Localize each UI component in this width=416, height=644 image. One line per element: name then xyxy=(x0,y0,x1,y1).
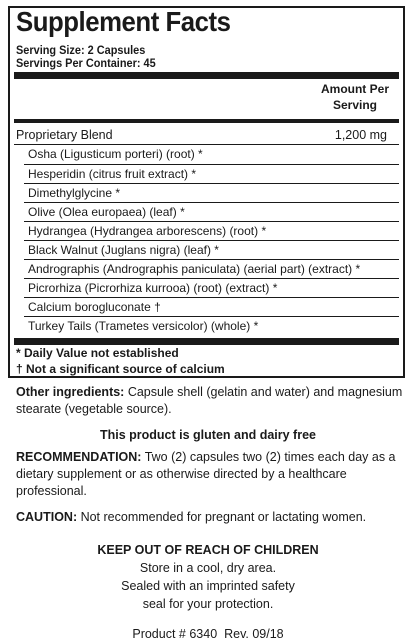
ingredient-row: Black Walnut (Juglans nigra) (leaf) * xyxy=(24,240,399,259)
servings-per-container: Servings Per Container: 45 xyxy=(16,58,156,70)
ingredient-row: Andrographis (Andrographis paniculata) (aerial part) (extract) * xyxy=(24,259,399,278)
other-ingredients-label: Other ingredients: xyxy=(16,385,125,399)
storage-line-1: Store in a cool, dry area. xyxy=(139,561,277,575)
storage-line-3: seal for your protection. xyxy=(142,597,274,611)
ingredient-row: Picrorhiza (Picrorhiza kurrooa) (root) (extract) * xyxy=(24,278,399,297)
ingredient-row: Hydrangea (Hydrangea arborescens) (root) * xyxy=(24,221,399,240)
footnote-daily-value: * Daily Value not established xyxy=(16,346,179,360)
ingredient-row: Calcium borogluconate † xyxy=(24,297,399,316)
serving-size: Serving Size: 2 Capsules xyxy=(16,45,146,57)
recommendation-text: Two (2) capsules two (2) times each day as a dietary supplement or as otherwise directed by a healthcare professional. xyxy=(16,450,396,498)
product-number: Product # 6340 Rev. 09/18 xyxy=(132,627,284,641)
amount-per-serving-header xyxy=(321,81,389,113)
caution-text: Not recommended for pregnant or lactating women. xyxy=(77,510,367,524)
blend-row xyxy=(16,126,395,144)
storage-line-2: Sealed with an imprinted safety xyxy=(121,579,295,593)
recommendation xyxy=(16,449,404,500)
ingredient-row: Hesperidin (citrus fruit extract) * xyxy=(24,164,399,183)
panel-title: Supplement Facts xyxy=(16,6,231,37)
other-ingredients-text: Capsule shell (gelatin and water) and magnesium stearate (vegetable source). xyxy=(16,385,403,416)
column-header-divider xyxy=(14,119,399,123)
supplement-facts-panel xyxy=(8,6,405,378)
gluten-dairy-free-statement: This product is gluten and dairy free xyxy=(99,428,316,442)
caution xyxy=(16,509,404,526)
blend-amount: 1,200 mg xyxy=(334,128,387,142)
amount-header-line2: Serving xyxy=(332,98,377,112)
ingredient-row: Olive (Olea europaea) (leaf) * xyxy=(24,202,399,221)
footnote-divider xyxy=(14,338,399,345)
blend-name: Proprietary Blend xyxy=(16,128,113,142)
other-ingredients xyxy=(16,384,404,418)
ingredient-row: Dimethylglycine * xyxy=(24,183,399,202)
amount-header-line1: Amount Per xyxy=(320,82,389,96)
ingredient-row: Osha (Ligusticum porteri) (root) * xyxy=(28,147,203,161)
recommendation-label: RECOMMENDATION: xyxy=(16,450,142,464)
caution-label: CAUTION: xyxy=(16,510,78,524)
ingredient-list xyxy=(24,145,399,335)
footnote-calcium: † Not a significant source of calcium xyxy=(16,362,225,376)
keep-out-of-reach-heading: KEEP OUT OF REACH OF CHILDREN xyxy=(97,543,319,557)
ingredient-row: Turkey Tails (Trametes versicolor) (whole) * xyxy=(24,316,399,335)
header-divider xyxy=(14,72,399,79)
